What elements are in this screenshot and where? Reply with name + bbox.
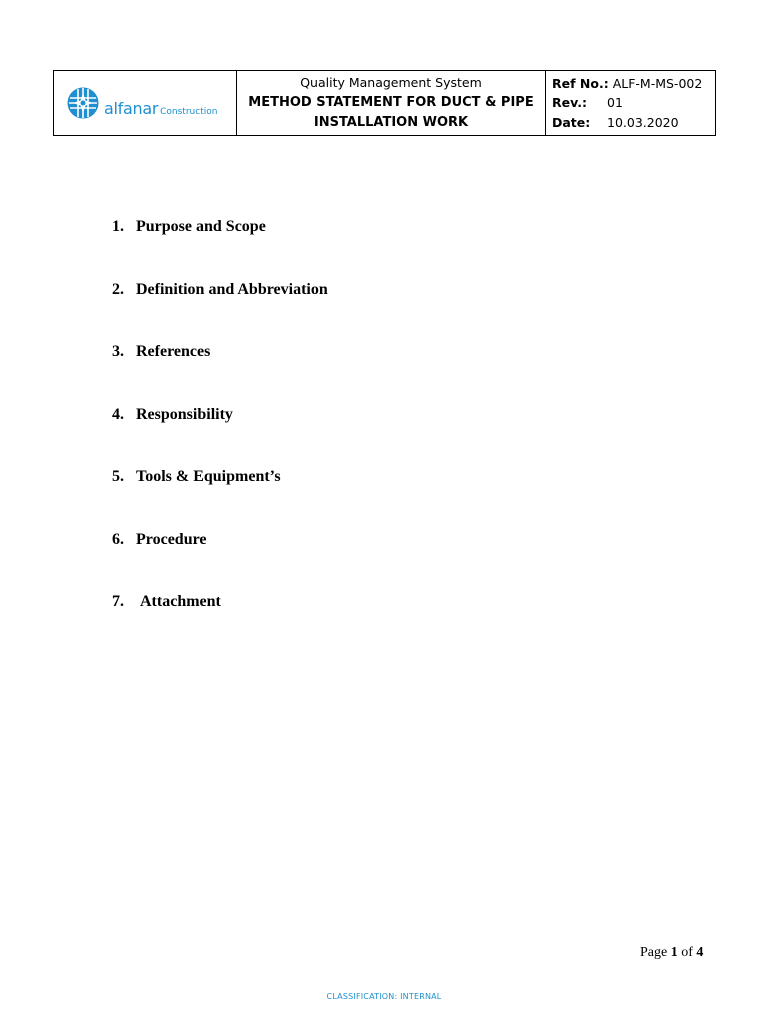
toc-item bbox=[112, 406, 328, 469]
document-title-line2: INSTALLATION WORK bbox=[313, 115, 469, 130]
toc-item-title: Definition and Abbreviation bbox=[136, 280, 328, 298]
toc-item-number: 2. bbox=[112, 280, 124, 298]
document-header-table bbox=[53, 70, 716, 136]
logo-wordmark bbox=[104, 99, 217, 118]
date-label: Date: bbox=[552, 114, 591, 130]
classification-label: CLASSIFICATION: INTERNAL bbox=[326, 992, 442, 1001]
toc-item bbox=[112, 218, 328, 281]
toc-item-title: Purpose and Scope bbox=[136, 218, 266, 235]
toc-item-number: 1. bbox=[112, 218, 124, 235]
ref-number-label: Ref No.: bbox=[552, 75, 609, 91]
revision-row bbox=[552, 93, 715, 113]
page-word: Page bbox=[640, 945, 668, 960]
system-name: Quality Management System bbox=[300, 75, 482, 90]
logo-brand-name: alfanar bbox=[104, 98, 159, 118]
toc-item-title: References bbox=[136, 343, 211, 360]
logo-division-name: Construction bbox=[160, 106, 218, 117]
toc-item-number: 4. bbox=[112, 405, 124, 423]
toc-item bbox=[112, 593, 328, 656]
toc-item-title: Responsibility bbox=[136, 405, 233, 423]
toc-item-title: Tools & Equipment’s bbox=[136, 468, 281, 485]
toc-item-number: 7. bbox=[112, 593, 124, 610]
toc-item-number: 3. bbox=[112, 343, 124, 360]
alfanar-globe-logo-icon bbox=[66, 86, 100, 120]
toc-item bbox=[112, 343, 328, 406]
toc-item-title: Attachment bbox=[140, 593, 221, 610]
toc-item-number: 6. bbox=[112, 530, 124, 548]
page-number bbox=[640, 945, 703, 961]
toc-item bbox=[112, 281, 328, 344]
table-of-contents bbox=[112, 218, 328, 656]
toc-item bbox=[112, 468, 328, 531]
toc-item-number: 5. bbox=[112, 468, 124, 485]
date-value: 10.03.2020 bbox=[607, 114, 679, 130]
ref-number-row bbox=[552, 74, 715, 94]
ref-number-value: ALF-M-MS-002 bbox=[612, 75, 703, 91]
toc-item-title: Procedure bbox=[136, 530, 207, 548]
page-current: 1 bbox=[670, 945, 678, 960]
reference-cell bbox=[546, 71, 715, 135]
page-of: of bbox=[681, 945, 693, 960]
logo-cell bbox=[54, 71, 237, 135]
page-total: 4 bbox=[696, 945, 704, 960]
title-cell bbox=[237, 71, 546, 135]
document-title-line1: METHOD STATEMENT FOR DUCT & PIPE bbox=[248, 95, 534, 110]
date-row bbox=[552, 113, 715, 133]
toc-item bbox=[112, 531, 328, 594]
revision-value: 01 bbox=[607, 95, 623, 111]
revision-label: Rev.: bbox=[552, 95, 587, 111]
